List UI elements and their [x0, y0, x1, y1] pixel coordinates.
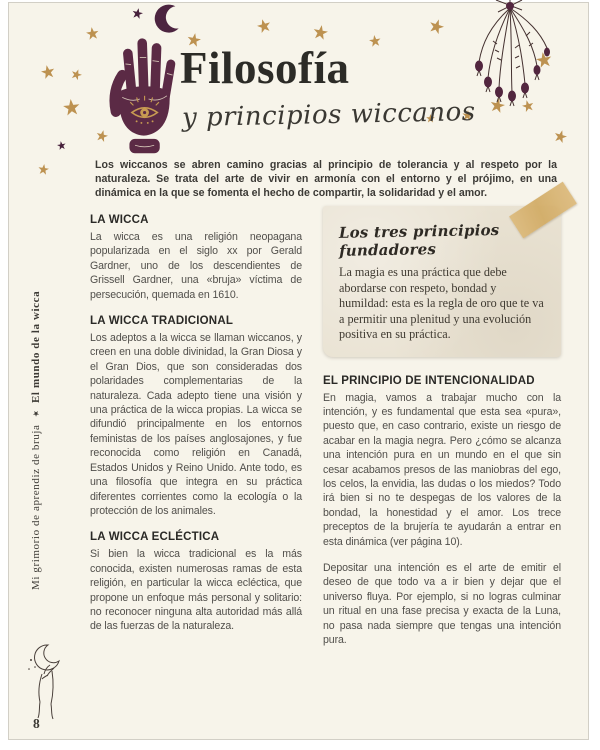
- page-number: 8: [33, 716, 40, 731]
- page-title: Filosofía: [180, 43, 350, 93]
- section-heading-la-wicca: LA WICCA: [90, 214, 149, 226]
- founding-principles-note: [323, 206, 561, 357]
- section-heading-wicca-tradicional: LA WICCA TRADICIONAL: [90, 315, 234, 328]
- right-column: [323, 206, 561, 659]
- star-separator-icon: ★: [31, 408, 41, 419]
- section-heading-intencionalidad: EL PRINCIPIO DE INTENCIONALIDAD: [323, 374, 535, 387]
- intro-paragraph: Los wiccanos se abren camino gracias al principio de tolerancia y al respeto por la naturaleza. Se trata del arte de vivir en armonía con el entorno y el prójimo, en una dinámica en la que se fomenta el hecho de compartir, la solidaridad y el amor.: [95, 159, 557, 200]
- left-column: [90, 214, 302, 647]
- section-body-la-wicca: La wicca es una religión neopagana popularizada en el siglo xx por Gerald Gardner, uno de los descendientes de Grissell Gardner, una «bruja» víctima de persecución, quemada en 1610.: [90, 231, 302, 301]
- section-body-wicca-eclectica: Si bien la wicca tradicional es la más conocida, existen numerosas ramas de esta religión, en particular la wicca ecléctica, que propone un enfoque más personal y solitario: no reconocer ninguna alta autoridad más allá de las fuerzas de la naturaleza.: [90, 548, 302, 633]
- sidebar-vertical-text: [26, 248, 46, 590]
- note-title: Los tres principios fundadores: [338, 221, 500, 260]
- section-body-intencionalidad-2: Depositar una intención es el arte de emitir el deseo de que todo va a ir bien y dejar que el universo fluya. Por ejemplo, si no logras culminar un ritual en una fase precisa y exacta de la Luna, no pasa nada siempre que tengas una intención pura.: [323, 561, 561, 646]
- sidebar-chapter-title: El mundo de la wicca: [30, 290, 42, 403]
- note-body: La magia es una práctica que debe abordarse con respeto, bondad y humildad: esta es la regla de oro que te va a permitir una plenitud y una evolución positiva en su práctica.: [339, 265, 544, 341]
- section-heading-wicca-eclectica: LA WICCA ECLÉCTICA: [90, 531, 220, 544]
- palm-eye-icon: [103, 32, 183, 158]
- sidebar-book-title: Mi grimorio de aprendiz de bruja: [30, 424, 42, 590]
- crescent-moon-icon: [148, 2, 184, 36]
- section-body-wicca-tradicional: Los adeptos a la wicca se llaman wiccanos, y creen en una doble divinidad, la Gran Diosa y el Gran Dios, que son consideradas dos polaridades complementarias de la naturaleza. Cada adepto tiene una visión y una práctica de la wicca propias. La wicca se difundió principalmente en los entornos feministas de los países anglosajones, y fue reconocida como religión en Canadá, Estados Unidos y Reino Unido. Ante todo, es una filosofía que integra en su práctica diferentes corrientes como la ecología o la protección de los animales.: [90, 332, 302, 517]
- section-body-intencionalidad-1: En magia, vamos a trabajar mucho con la intención, y es fundamental que esta sea «pura», puesto que, en caso contrario, existe un riesgo de acabar en la magia negra. Pero ¿cómo se alcanza una intención pura en un mundo en el que sin cesar acabamos presos de las maniobras del ego, los celos, la envidia, las dudas o los miedos? Todo irá bien si no te despegas de los valores de la bondad, la honestidad y el amor. Los trece preceptos de la brujería te ayudarán a entrar en esta dinámica (ver página 10).: [323, 391, 561, 548]
- page-subtitle: y principios wiccanos: [181, 96, 476, 134]
- hand-holding-moon-icon: [18, 640, 70, 724]
